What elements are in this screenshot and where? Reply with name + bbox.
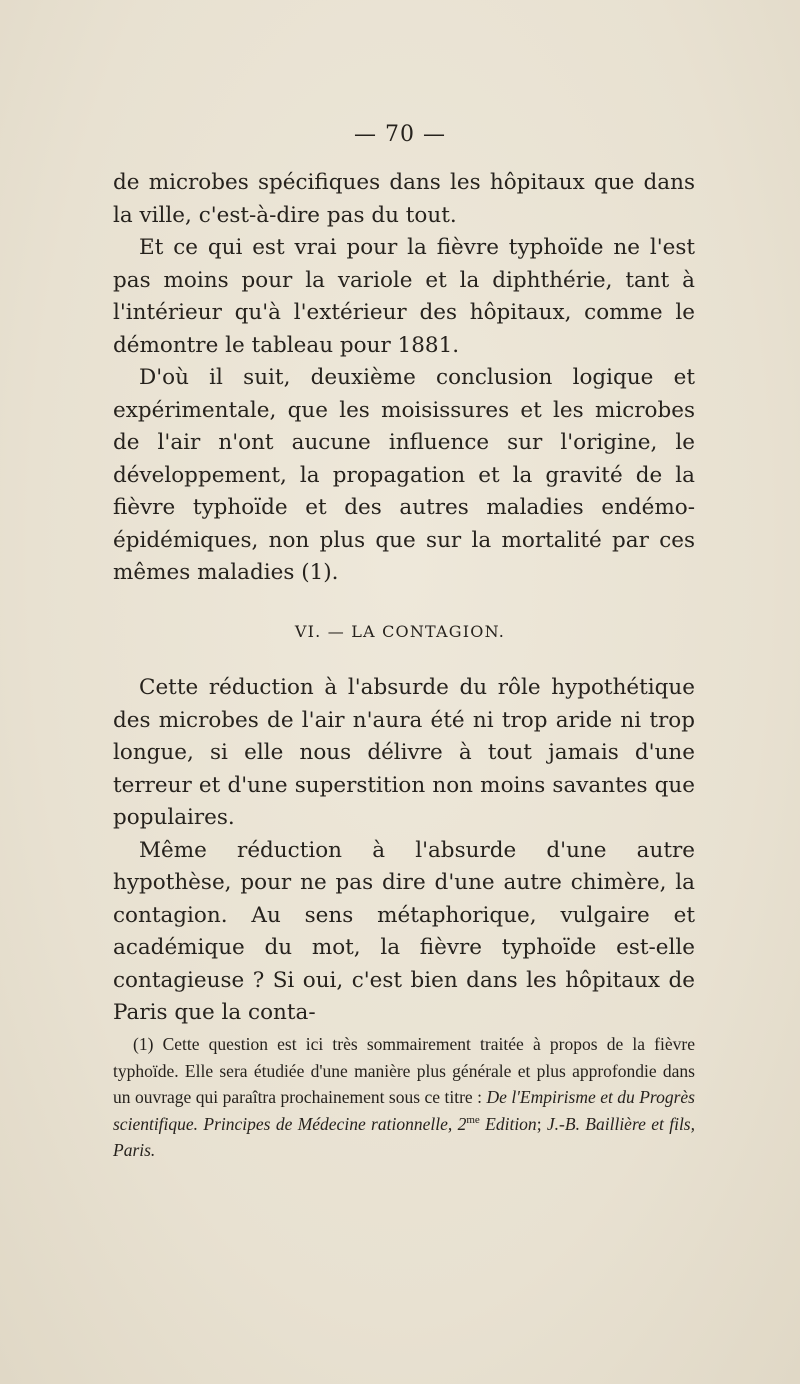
text-block-bottom: [113, 672, 695, 1030]
footnote-title: De l'Empirisme et du Progrès scientifique. Principes de Médecine rationnelle, 2: [113, 1087, 695, 1134]
paragraph: Et ce qui est vrai pour la fièvre typhoïde ne l'est pas moins pour la variole et la diphthérie, tant à l'intérieur qu'à l'extérieur des hôpitaux, comme le démontre le tableau pour 1881.: [113, 235, 695, 358]
page-number: — 70 —: [354, 122, 446, 147]
section-heading: VI. — LA CONTAGION.: [294, 622, 506, 641]
footnote-text: [113, 1031, 695, 1164]
text-block-top: [113, 167, 695, 590]
paragraph: Même réduction à l'absurde d'une autre hypothèse, pour ne pas dire d'une autre chimère, la contagion. Au sens métaphorique, vulgaire et académique du mot, la fièvre typhoïde est-elle contagieuse ? Si oui, c'est bien dans les hôpitaux de Paris que la conta-: [113, 837, 695, 1025]
paragraph: de microbes spécifiques dans les hôpitaux que dans la ville, c'est-à-dire pas du tout.: [113, 170, 695, 228]
footnote: [113, 1031, 695, 1164]
footnote-superscript: me: [466, 1113, 480, 1126]
footnote-publisher: J.-B. Baillière et fils, Paris.: [113, 1113, 695, 1160]
paragraph: D'où il suit, deuxième conclusion logique et expérimentale, que les moisissures et les microbes de l'air n'ont aucune influence sur l'origine, le développement, la propagation et la gravité de la fièvre typhoïde et des autres maladies endémo-épidémiques, non plus que sur la mortalité par ces mêmes maladies (1).: [113, 365, 695, 585]
footnote-separator: ;: [536, 1113, 547, 1134]
footnote-lead: (1) Cette question est ici très sommairement traitée à propos de la fièvre typhoïde. Elle sera étudiée d'une manière plus générale et plus approfondie dans un ouvrage qui paraîtra prochainement sous ce titre :: [113, 1034, 695, 1107]
footnote-edition: Edition: [479, 1113, 537, 1134]
paragraph: Cette réduction à l'absurde du rôle hypothétique des microbes de l'air n'aura été ni trop aride ni trop longue, si elle nous délivre à tout jamais d'une terreur et d'une superstition non moins savantes que populaires.: [113, 675, 695, 830]
